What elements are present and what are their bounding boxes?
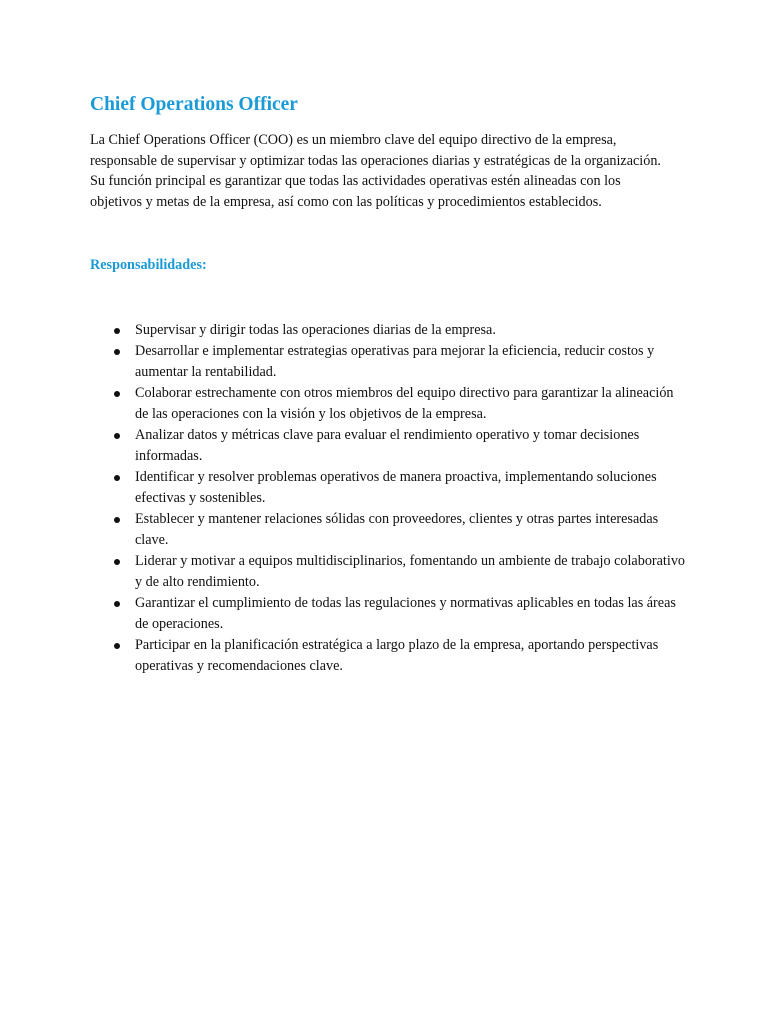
bullet-icon xyxy=(114,601,120,607)
document-title: Chief Operations Officer xyxy=(90,94,298,115)
bullet-icon xyxy=(114,517,120,523)
list-item-text: Colaborar estrechamente con otros miembros del equipo directivo para garantizar la alineación de las operaciones con la visión y los objetivos de la empresa. xyxy=(135,385,674,423)
list-item xyxy=(90,341,690,383)
list-item-text: Liderar y motivar a equipos multidisciplinarios, fomentando un ambiente de trabajo colaborativo y de alto rendimiento. xyxy=(135,553,686,591)
list-item xyxy=(90,509,690,551)
intro-paragraph: La Chief Operations Officer (COO) es un miembro clave del equipo directivo de la empresa, responsable de supervisar y optimizar todas las operaciones diarias y estratégicas de la organización. Su función principal es garantizar que todas las actividades operativas estén alineadas con los objetivos y metas de la empresa, así como con las políticas y procedimientos establecidos. xyxy=(90,132,661,210)
list-item-text: Garantizar el cumplimiento de todas las regulaciones y normativas aplicables en todas las áreas de operaciones. xyxy=(135,595,676,633)
bullet-icon xyxy=(114,559,120,565)
list-item xyxy=(90,320,690,341)
list-item-text: Identificar y resolver problemas operativos de manera proactiva, implementando soluciones efectivas y sostenibles. xyxy=(135,469,657,507)
bullet-icon xyxy=(114,643,120,649)
responsibilities-heading: Responsabilidades: xyxy=(90,257,207,274)
list-item xyxy=(90,467,690,509)
bullet-icon xyxy=(114,433,120,439)
list-item xyxy=(90,551,690,593)
list-item xyxy=(90,383,690,425)
list-item-text: Establecer y mantener relaciones sólidas con proveedores, clientes y otras partes interesadas clave. xyxy=(135,511,659,549)
bullet-icon xyxy=(114,475,120,481)
list-item xyxy=(90,635,690,677)
list-item xyxy=(90,593,690,635)
list-item xyxy=(90,425,690,467)
responsibilities-list xyxy=(90,320,690,677)
bullet-icon xyxy=(114,328,120,334)
bullet-icon xyxy=(114,391,120,397)
bullet-icon xyxy=(114,349,120,355)
list-item-text: Desarrollar e implementar estrategias operativas para mejorar la eficiencia, reducir costos y aumentar la rentabilidad. xyxy=(135,343,655,381)
list-item-text: Participar en la planificación estratégica a largo plazo de la empresa, aportando perspectivas operativas y recomendaciones clave. xyxy=(135,637,659,675)
list-item-text: Supervisar y dirigir todas las operaciones diarias de la empresa. xyxy=(135,322,496,339)
list-item-text: Analizar datos y métricas clave para evaluar el rendimiento operativo y tomar decisiones informadas. xyxy=(135,427,640,465)
